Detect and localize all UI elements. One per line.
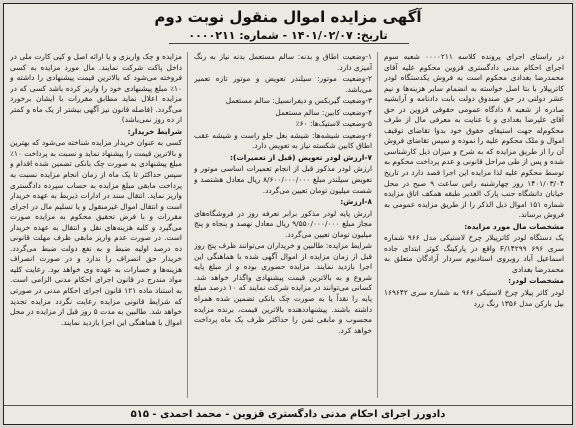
condition-item-6: ۶-وضعیت شیشه‌ها: شیشه بغل جلو راست و شیشه عقب اطاق کابین شکسته نیاز به تعویض دارد. <box>194 130 372 151</box>
left-paragraph-1: مزایده و چک واریزی و یا ارائه اصل و کپی کارت ملی در داخل پاکت شرکت نمایند. مال مورد مزایده به کسی فروخته می‌شود که بالاترین قیمت پیشنهادی را داشته و ۱۰٪ مبلغ پیشنهادی خود را واریز کرده باشد کسی که در مزایده اعلال نماید مطابق مقررات با ایشان برخورد می‌گردد. (فاصله قانون نیز آگهی بیشتر از یک ماه و کمتر از ده روز نمی‌باشد) <box>10 52 182 125</box>
left-paragraph-2: کسی به عنوان خریدار مزایده شناخته می‌شود که بهترین و بالاترین قیمت را پیشنهاد نماید و نسبت به پرداخت ۱۰٪ مبلغ پیشنهادی به صورت چک بانکی تضمین شده اقدام و سپس حداکثر تا یک ماه از زمان انجام مزایده نسبت به پرداخت مابقی مبلغ مزایده به حساب سپرده دادگستری واریز نماید. انتقال سند در ادارات ذیربط به عهده خریدار است و انتقال اموال غیرمنقول و یا تسلیم مال در اجرای مقررات و با فرض تحقیق محکوم به مزایده صورت می‌گیرد و کلیه هزینه‌های نقل و انتقال به عهده خریدار است. در صورت عدم واریز مابقی ظرف مهلت قانونی ده درصد اولیه ضبط و به نفع دولت ضبط می‌گردد. خریدار حق انصراف را ندارد و در صورت انصراف هزینه‌ها و خسارات به عهده وی خواهد بود. رعایت کلیه مواد مندرج در قانون اجرای احکام مدنی الزامی است. به استناد ماده ۱۲۱ قانون اجرای احکام مدنی در صورتی که شرایط قانونی مزایده رعایت نگردد مزایده تجدید خواهد شد. طالبین به مدت ۵ روز قبل از مزایده در محل اموال با هماهنگی این اجرا بازدید نمایند. <box>10 138 182 327</box>
spec-heading: مشخصات مال مورد مزایده: <box>464 221 564 231</box>
spec-paragraph: یک دستگاه لودر کاترپیلار چرخ لاستیکی مدل ۹۶۶ شماره سری ۶۹۶ F/۱۴۲۹۹ واقع در پارکینگ کوثر ابتدای جاده اسماعیل آباد روبروی استادیوم سردار آزادگان متعلق به محمدرضا بغدادی <box>384 233 564 274</box>
condition-item-3: ۳-وضعیت گیربکس و دیفرانسیل: سالم مستعمل <box>225 96 372 106</box>
condition-item-4: ۴-وضعیت کابین: سالم مستعمل <box>275 107 372 117</box>
notice-date-number: تاریخ: ۱۴۰۱/۰۲/۰۷ - شماره: ۰۰۰۰۲۱۱ <box>188 29 388 42</box>
middle-column <box>194 52 372 398</box>
signature-line: دادورز اجرای احکام مدنی دادگستری قزوین - محمد احمدی - ۵۱۵ <box>4 405 572 420</box>
title-divider <box>169 43 409 44</box>
terms-paragraph: شرایط مزایده: طالبین و خریداران می‌توانند ظرف پنج روز قبل از زمان مزایده از اموال آگهی شده با هماهنگی این اجرا بازدید نمایند. مزایده حضوری بوده و از مبلغ پایه شروع و به بالاترین قیمت پیشنهادی واگذار خواهد شد. کسانی می‌توانند در مزایده شرکت نمایند که ۱۰ درصد مبلغ پایه را نقداً یا به صورت چک بانکی تضمین شده همراه داشته باشند. پیشنهاددهنده بالاترین قیمت، برنده مزایده محسوب و مابقی ثمن را حداکثر ظرف یک ماه پرداخت خواهد کرد. <box>194 241 372 335</box>
price-heading: ۷-ارزش لودر تعویض (قبل از تعمیرات): <box>229 152 372 162</box>
loader-spec-paragraph: لودر کاتر پیلار چرخ لاستیکی ۹۶۶ به شماره سری ۱۶۹۶۴۲ بیل بارکن مدل ۱۳۵۶ رنگ زرد <box>384 288 564 308</box>
value-heading: ۸-ارزش: <box>340 197 372 207</box>
condition-item-2: ۲-وضعیت موتور: سیلندر تعویض و موتور تازه تعمیر می‌باشد. <box>194 74 372 94</box>
loader-spec-heading: مشخصات لودر: <box>508 276 564 286</box>
intro-paragraph: در راستای اجرای پرونده کلاسه ۰۰۰۰۲۱۱ شعبه سوم اجرای احکام مدنی دادگستری قزوین محکوم علیه آقای محمدرضا بغدادی محکوم است به فروش یکدستگاه لودر کاترپیلار با بتا اصل خواسته به انضمام سایر هزینه‌ها و نیم عشر دولتی در حق صندوق دولت بابت دادنامه و آرایشیه صادره از شعبه ۸ دادگاه عمومی حقوقی قزوین در حق آقای علیرضا بغدادی و با عنایت به معرفی مال از طرف محکوم‌له جهت استیفای حقوق خود بدوا تقاضای توقیف اموال و ملک محکوم علیه را نموده و سپس تقاضای فروش آن را از طریق مزایده که به شرح و میزان ذیل کارشناسی شده و پس از طی مراحل قانونی و عدم پرداخت محکوم به توسط محکوم علیه لذا مزایده این اجرا قصد دارد در تاریخ ۱۴۰۱/۰۳/۰۴ روز چهارشنبه راس ساعت ۹ صبح در محل خیابان دانشگاه جنب پارک الغدیر طبقه همکف اتاق مزایده شماره ۱۵۱ اموال ذیل الذکر را از طریق مزایده عمومی به فروش برساند. <box>384 52 564 220</box>
auction-notice <box>3 3 573 425</box>
column-divider-right <box>377 52 378 398</box>
condition-item-5: ۵-وضعیت لاستیک‌ها: ۶۰٪ <box>295 119 372 129</box>
buyer-terms-heading: شرایط خریدار: <box>127 126 182 136</box>
left-column <box>10 52 182 398</box>
value-paragraph: ارزش پایه لودر مذکور برابر تعرفه روز در فروشگاه‌های مجاز مبلغ ۹/۵۵۰/۰۰۰/۰۰۰ ریال معادل نهصد و پنجاه و پنج میلیون تومان تعیین می‌گردد. <box>194 208 372 239</box>
notice-title: آگهی مزایده اموال منقول نوبت دوم <box>154 8 422 26</box>
column-divider-left <box>187 52 188 398</box>
condition-item-1: ۱-وضعیت اطاق و بدنه: سالم مستعمل بدنه نیاز به رنگ آمیزی دارد. <box>194 52 372 72</box>
right-column <box>384 52 564 398</box>
price-paragraph: ارزش لودر مذکور قبل از انجام تعمیرات اساسی موتور و تعویض سیلندر مبلغ ۸/۶۰۰/۰۰۰/۰۰۰ ریال معادل هشتصد و شصت میلیون تومان تعیین می‌گردد. <box>194 164 372 195</box>
